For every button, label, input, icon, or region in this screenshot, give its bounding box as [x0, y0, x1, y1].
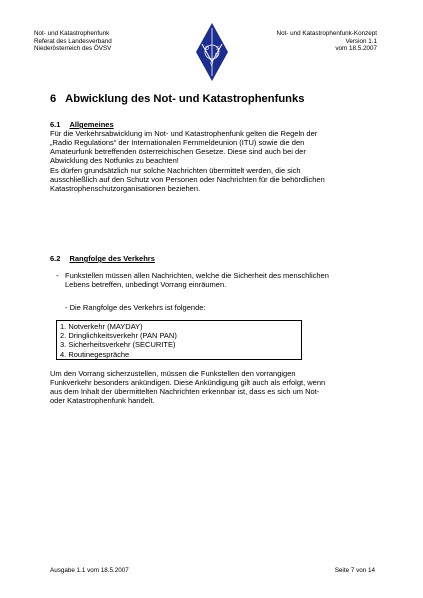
priority-item: 3. Sicherheitsverkehr (SECURITE)	[60, 340, 176, 350]
priority-intro: - Die Rangfolge des Verkehrs ist folgende:	[65, 303, 206, 312]
closing-paragraph	[50, 369, 376, 406]
logo-letter: S	[216, 46, 220, 52]
body-line: Katastrophenschutzorganisationen beziehen.	[50, 183, 201, 193]
bullet-line: Lebens betreffen, unbedingt Vorrang einräumen.	[65, 280, 227, 290]
section-body-allgemeines	[50, 129, 376, 193]
body-line: Amateurfunk betreffenden österreichischen Gesetze. Diese sind auch bei der	[50, 147, 306, 157]
header-right-line: vom 18.5.2007	[335, 45, 377, 53]
header-right-line: Not- und Katastrophenfunk-Konzept	[276, 30, 377, 37]
body-line: Es dürfen grundsätzlich nur solche Nachrichten übermittelt werden, die sich	[50, 165, 301, 175]
body-line: Funkverkehr besonders ankündigen. Diese Ankündigung gilt auch als erfolgt, wenn	[50, 378, 326, 388]
body-line: oder Katastrophenfunk handelt.	[50, 396, 155, 406]
section-heading-rangfolge	[50, 254, 155, 263]
chapter-number: 6	[50, 93, 57, 105]
body-line: Für die Verkehrsabwicklung im Not- und Katastrophenfunk gelten die Regeln der	[50, 129, 318, 138]
bullet-item	[56, 271, 374, 290]
priority-list-box	[56, 320, 302, 360]
header-left-line: Not- und Katastrophenfunk	[34, 30, 110, 37]
header-left	[34, 30, 184, 53]
priority-item: 1. Notverkehr (MAYDAY)	[60, 322, 143, 331]
header-right	[227, 30, 377, 53]
header-left-line: Referat des Landesverband	[34, 37, 112, 45]
bullet-line: Funkstellen müssen allen Nachrichten, welche die Sicherheit des menschlichen	[65, 271, 329, 280]
section-title: Rangfolge des Verkehrs	[69, 254, 155, 263]
body-line: Abwicklung des Notfunks zu beachten!	[50, 156, 179, 166]
body-line: aus dem Inhalt der übermittelten Nachrichten erkennbar ist, dass es sich um Not-	[50, 387, 320, 397]
header-right-line: Version 1.1	[345, 37, 377, 45]
footer-edition: Ausgabe 1.1 vom 18.5.2007	[50, 567, 129, 574]
priority-item: 4. Routinegespräche	[60, 349, 130, 359]
logo-letter: Ö	[205, 46, 209, 52]
footer-page-number: Seite 7 von 14	[334, 567, 375, 574]
chapter-title: Abwicklung des Not- und Katastrophenfunks	[65, 93, 305, 105]
logo-letter: V	[215, 53, 219, 59]
body-line: Um den Vorrang sicherzustellen, müssen die Funkstellen den vorrangigen	[50, 369, 296, 378]
logo-letter: V	[210, 62, 214, 68]
ovsv-diamond-logo-icon	[194, 22, 230, 82]
body-line: ausschließlich auf den Schutz von Personen oder Nachrichten für die behördlichen	[50, 174, 325, 184]
body-line: „Radio Regulations“ der Internationalen Fernmeldeunion (ITU) sowie die den	[50, 138, 305, 148]
priority-item: 2. Dringlichkeitsverkehr (PAN PAN)	[60, 331, 177, 341]
chapter-heading	[50, 93, 304, 105]
header-left-line: Niederösterreich des ÖVSV	[34, 45, 112, 53]
section-number: 6.2	[50, 254, 61, 263]
section-title: Allgemeines	[69, 120, 114, 129]
section-number: 6.1	[50, 120, 61, 129]
section-heading-allgemeines	[50, 120, 114, 129]
bullet-dash: -	[56, 271, 59, 280]
